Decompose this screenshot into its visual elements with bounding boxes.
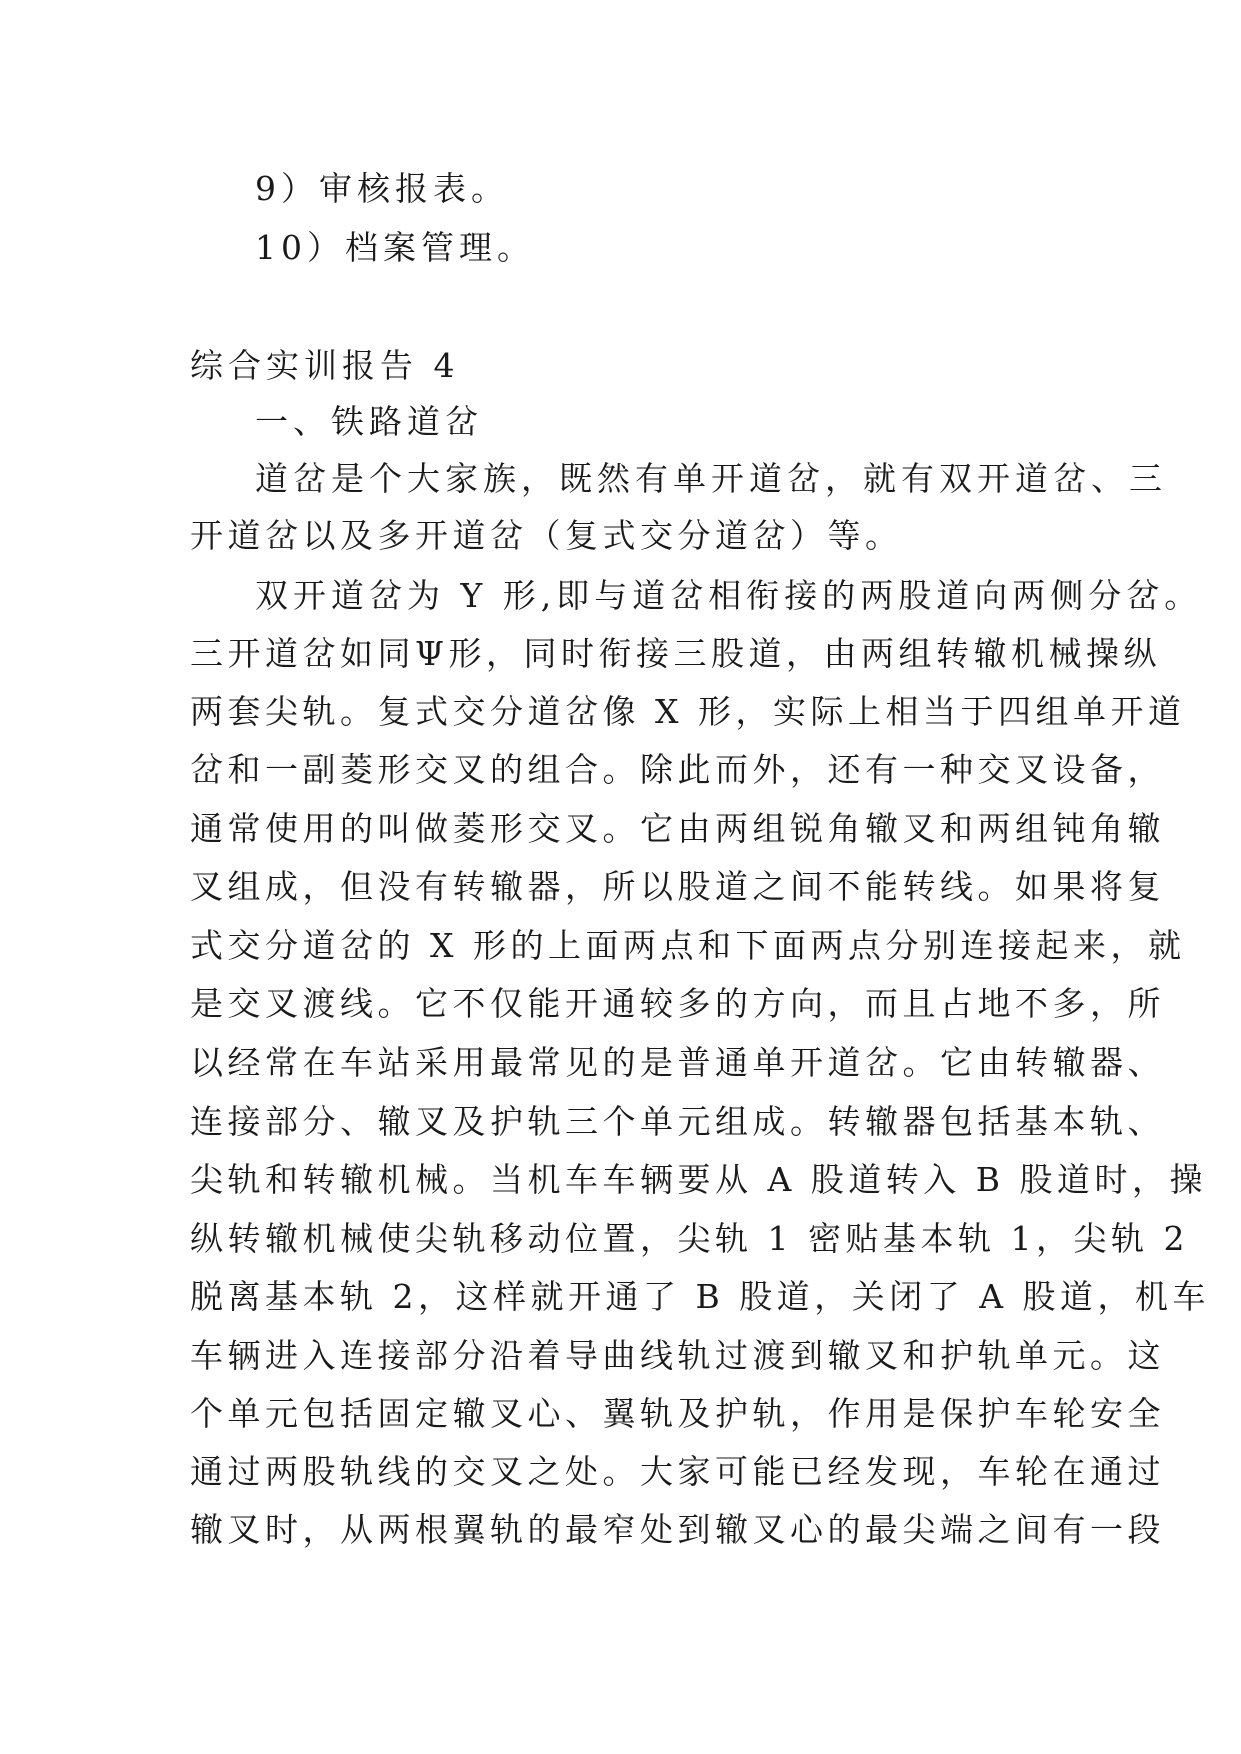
paragraph1-line: 道岔是个大家族，既然有单开道岔，就有双开道岔、三 [255, 459, 1167, 498]
paragraph2-line: 脱离基本轨 2，这样就开通了 B 股道，关闭了 A 股道，机车 [190, 1277, 1211, 1316]
paragraph2-line: 通常使用的叫做菱形交叉。它由两组锐角辙叉和两组钝角辙 [190, 809, 1165, 848]
paragraph1-line: 开道岔以及多开道岔（复式交分道岔）等。 [190, 516, 903, 555]
paragraph2-line: 三开道岔如同Ψ形，同时衔接三股道，由两组转辙机械操纵 [190, 634, 1161, 673]
paragraph2-line: 式交分道岔的 X 形的上面两点和下面两点分别连接起来，就 [190, 926, 1186, 965]
paragraph2-line: 连接部分、辙叉及护轨三个单元组成。转辙器包括基本轨、 [190, 1102, 1165, 1141]
paragraph2-line: 叉组成，但没有转辙器，所以股道之间不能转线。如果将复 [190, 867, 1165, 906]
report-title: 综合实训报告 4 [190, 346, 460, 385]
section-heading: 一、铁路道岔 [255, 402, 483, 441]
list-item-9: 9）审核报表。 [255, 169, 509, 208]
paragraph2-line: 岔和一副菱形交叉的组合。除此而外，还有一种交叉设备， [190, 750, 1165, 789]
list-item-10: 10）档案管理。 [255, 228, 535, 267]
paragraph2-line: 两套尖轨。复式交分道岔像 X 形，实际上相当于四组单开道 [190, 692, 1186, 731]
paragraph2-line: 个单元包括固定辙叉心、翼轨及护轨，作用是保护车轮安全 [190, 1394, 1165, 1433]
paragraph2-line: 是交叉渡线。它不仅能开通较多的方向，而且占地不多，所 [190, 984, 1165, 1023]
paragraph2-line: 以经常在车站采用最常见的是普通单开道岔。它由转辙器、 [190, 1043, 1165, 1082]
paragraph2-line: 尖轨和转辙机械。当机车车辆要从 A 股道转入 B 股道时，操 [190, 1160, 1208, 1199]
paragraph2-line: 车辆进入连接部分沿着导曲线轨过渡到辙叉和护轨单元。这 [190, 1336, 1165, 1375]
paragraph2-line: 双开道岔为 Y 形,即与道岔相衔接的两股道向两侧分岔。 [255, 576, 1203, 615]
paragraph2-line: 通过两股轨线的交叉之处。大家可能已经发现，车轮在通过 [190, 1452, 1165, 1491]
paragraph2-line: 辙叉时，从两根翼轨的最窄处到辙叉心的最尖端之间有一段 [190, 1510, 1165, 1549]
paragraph2-line: 纵转辙机械使尖轨移动位置，尖轨 1 密贴基本轨 1，尖轨 2 [190, 1219, 1189, 1258]
